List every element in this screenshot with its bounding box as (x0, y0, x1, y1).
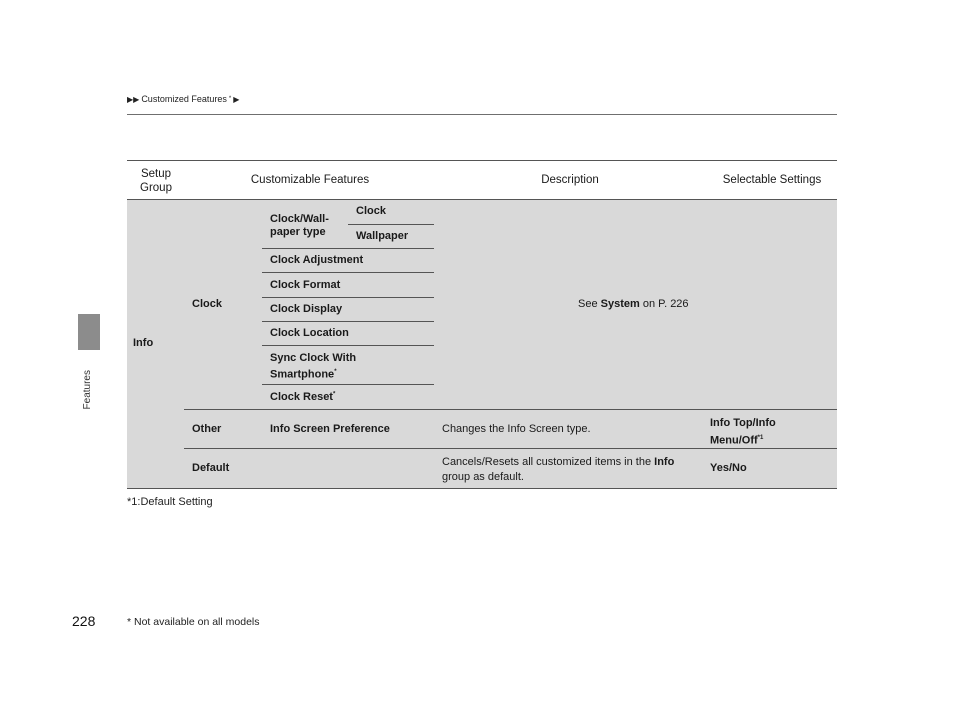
header-divider (127, 114, 837, 115)
footnote-mark: * (334, 369, 337, 375)
page-number: 228 (72, 613, 96, 629)
setting-clock-location: Clock Location (270, 327, 349, 339)
row-divider (348, 224, 434, 225)
table-header (127, 160, 837, 200)
clock-wallpaper-type: Clock/Wall-paper type (270, 213, 329, 238)
sync-clock-label: Sync Clock With Smartphone (270, 352, 357, 381)
see-system-link[interactable]: System (600, 298, 640, 310)
header-selectable-settings: Selectable Settings (722, 174, 822, 186)
description-default-text: Cancels/Resets all customized items in the (442, 456, 652, 468)
header-description: Description (541, 174, 599, 186)
description-default-tail: group as default. (442, 471, 524, 483)
row-divider (262, 345, 434, 346)
see-system-reference[interactable] (578, 298, 689, 310)
row-divider (184, 409, 837, 410)
header-setup-group: Setup Group (140, 168, 172, 194)
breadcrumb-title[interactable]: Customized Features (141, 94, 227, 104)
section-label: Features (82, 370, 93, 410)
breadcrumb-arrow-icon: ▶ (233, 94, 240, 104)
setting-clock-display: Clock Display (270, 303, 343, 315)
setting-clock-reset (270, 391, 335, 403)
breadcrumb[interactable] (127, 94, 239, 104)
row-divider (262, 321, 434, 322)
footnote: *1:Default Setting (127, 496, 213, 508)
setting-clock-adjustment: Clock Adjustment (270, 254, 364, 266)
clock-reset-label: Clock Reset (270, 391, 333, 403)
row-divider (262, 297, 434, 298)
see-page-link[interactable]: P. 226 (658, 298, 689, 310)
setting-clock-format: Clock Format (270, 279, 341, 291)
row-divider (262, 272, 434, 273)
description-default (442, 455, 692, 485)
breadcrumb-footnote-mark: * (228, 96, 232, 102)
settings-info-screen-label: Info Top/Info Menu/Off (710, 417, 776, 447)
group-info: Info (133, 337, 154, 349)
row-divider (262, 384, 434, 385)
group-clock: Clock (192, 298, 222, 310)
section-tab (78, 314, 100, 350)
header-customizable-features: Customizable Features (250, 174, 370, 186)
group-other: Other (192, 423, 222, 435)
description-default-bold: Info (654, 456, 675, 468)
footnote-mark: *1 (757, 435, 764, 441)
availability-note: * Not available on all models (127, 616, 260, 628)
setting-clock: Clock (356, 205, 386, 217)
row-divider (262, 248, 434, 249)
group-default: Default (192, 462, 230, 474)
setting-wallpaper: Wallpaper (356, 230, 409, 242)
row-divider (184, 448, 837, 449)
settings-info-screen (710, 416, 830, 449)
see-on-text: on (642, 298, 656, 310)
breadcrumb-arrows-icon: ▶▶ (127, 94, 140, 104)
footnote-mark: * (332, 391, 336, 398)
description-info-screen: Changes the Info Screen type. (442, 423, 591, 435)
see-text: See (578, 298, 598, 310)
setting-sync-clock (270, 351, 380, 382)
feature-info-screen-preference: Info Screen Preference (270, 423, 390, 435)
settings-default: Yes/No (710, 462, 747, 474)
